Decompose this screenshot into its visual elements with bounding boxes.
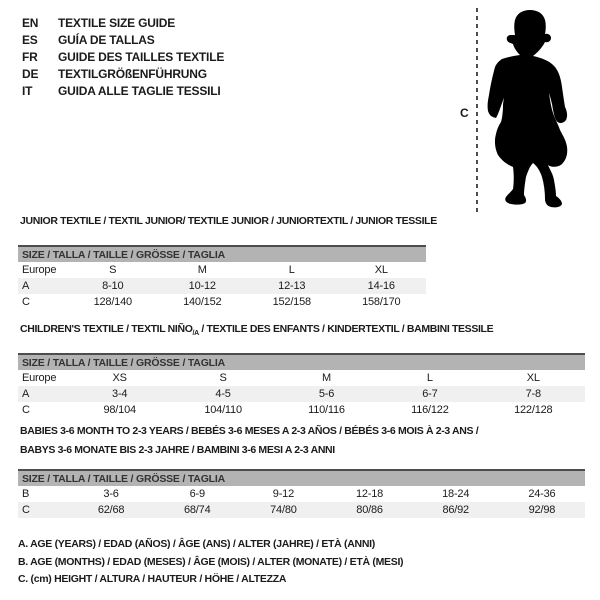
size-cell: S: [109, 264, 117, 277]
language-code: DE: [22, 67, 39, 81]
size-header-bar: SIZE / TALLA / TAILLE / GRÖSSE / TAGLIA: [18, 353, 585, 370]
table-row: [18, 370, 585, 386]
size-cell: 104/110: [204, 404, 242, 417]
language-row: [22, 15, 224, 32]
size-cell: 68/74: [183, 504, 211, 517]
junior-section: [18, 214, 437, 310]
size-cell: 4-5: [215, 388, 231, 401]
footnote-age-years: A. AGE (YEARS) / EDAD (AÑOS) / ÂGE (ANS) / ALTER (JAHRE) / ETÀ (ANNI): [18, 538, 375, 550]
size-cell: 14-16: [367, 280, 395, 293]
row-label: C: [22, 504, 30, 517]
language-title: TEXTILGRÖßENFÜHRUNG: [58, 67, 207, 81]
size-cell: 7-8: [525, 388, 541, 401]
size-cell: 152/158: [272, 296, 311, 309]
size-cell: 6-7: [422, 388, 438, 401]
size-header-bar: SIZE / TALLA / TAILLE / GRÖSSE / TAGLIA: [18, 469, 585, 486]
size-cell: 62/68: [97, 504, 125, 517]
row-label: C: [22, 296, 30, 309]
size-cell: S: [219, 372, 227, 385]
row-label: A: [22, 280, 30, 293]
title-text: BABIES 3-6 MONTH TO 2-3 YEARS / BEBÉS 3-6 MESES A 2-3 AÑOS / BÉBÉS 3-6 MOIS À 2-3 ANS /: [20, 425, 479, 437]
babies-section-title: [18, 424, 585, 443]
title-subscript: /A: [192, 330, 199, 338]
title-text: JUNIOR TEXTILE / TEXTIL JUNIOR/ TEXTILE JUNIOR / JUNIORTEXTIL / JUNIOR TESSILE: [20, 215, 437, 227]
junior-size-table: [18, 262, 426, 310]
table-row: [18, 386, 585, 402]
language-row: [22, 32, 224, 49]
language-row: [22, 66, 224, 83]
title-text: CHILDREN'S TEXTILE / TEXTIL NIÑO: [20, 323, 193, 335]
language-row: [22, 49, 224, 66]
title-text: / TEXTILE DES ENFANTS / KINDERTEXTIL / BAMBINI TESSILE: [198, 323, 494, 335]
size-cell: 80/86: [356, 504, 383, 517]
height-dashed-line-icon: [476, 8, 478, 212]
children-section: [18, 322, 585, 418]
size-cell: 24-36: [528, 488, 556, 501]
language-title: GUIDA ALLE TAGLIE TESSILI: [58, 84, 221, 98]
size-cell: L: [288, 264, 295, 277]
footnote-height-cm: C. (cm) HEIGHT / ALTURA / HAUTEUR / HÖHE / ALTEZZA: [18, 573, 287, 585]
size-cell: 12-13: [278, 280, 306, 293]
table-row: [18, 486, 585, 502]
language-code: IT: [22, 84, 33, 98]
size-cell: 6-9: [189, 488, 205, 501]
size-cell: 3-6: [103, 488, 119, 501]
size-cell: 86/92: [442, 504, 469, 517]
language-title: GUIDE DES TAILLES TEXTILE: [58, 50, 225, 64]
size-cell: 10-12: [188, 280, 216, 293]
row-label: B: [22, 488, 30, 501]
language-title: GUÍA DE TALLAS: [58, 33, 155, 47]
size-cell: XL: [374, 264, 388, 277]
babies-size-table: [18, 486, 585, 518]
table-row: [18, 502, 585, 518]
size-cell: XL: [526, 372, 540, 385]
babies-section: [18, 424, 585, 518]
size-cell: 12-18: [355, 488, 384, 501]
size-cell: 18-24: [442, 488, 470, 501]
size-cell: 74/80: [270, 504, 297, 517]
children-size-table: [18, 370, 585, 418]
size-cell: 140/152: [183, 296, 222, 309]
table-row: [18, 262, 426, 278]
row-label: Europe: [22, 372, 57, 385]
children-section-title: [18, 322, 585, 341]
junior-section-title: [18, 214, 437, 233]
legend-footnotes: [18, 536, 403, 589]
row-label: Europe: [22, 264, 57, 277]
toddler-silhouette-icon: [480, 10, 580, 210]
size-cell: 122/128: [514, 404, 553, 417]
size-header-bar: SIZE / TALLA / TAILLE / GRÖSSE / TAGLIA: [18, 245, 426, 262]
size-cell: 8-10: [102, 280, 124, 293]
language-title: TEXTILE SIZE GUIDE: [58, 16, 176, 30]
size-cell: 116/122: [411, 404, 449, 417]
language-code: FR: [22, 50, 38, 64]
language-code: EN: [22, 16, 39, 30]
footnote-age-months: B. AGE (MONTHS) / EDAD (MESES) / ÂGE (MOIS) / ALTER (MONATE) / ETÀ (MESI): [18, 555, 404, 568]
size-cell: 128/140: [93, 296, 132, 309]
table-row: [18, 402, 585, 418]
table-row: [18, 294, 426, 310]
height-measure-label: C: [460, 106, 469, 120]
size-cell: 92/98: [528, 504, 556, 517]
size-cell: 158/170: [362, 296, 401, 309]
measurement-figure: [440, 0, 600, 215]
size-cell: 98/104: [103, 404, 136, 417]
size-cell: 5-6: [318, 388, 335, 401]
size-cell: M: [197, 264, 207, 277]
size-cell: 110/116: [308, 404, 345, 417]
size-cell: L: [426, 372, 433, 385]
babies-section-title-line2: BABYS 3-6 MONATE BIS 2-3 JAHRE / BAMBINI 3-6 MESI A 2-3 ANNI: [20, 444, 335, 457]
language-header: [22, 15, 224, 100]
row-label: C: [22, 404, 30, 417]
size-cell: 9-12: [272, 488, 294, 501]
row-label: A: [22, 388, 30, 401]
table-row: [18, 278, 426, 294]
size-cell: 3-4: [112, 388, 128, 401]
language-row: [22, 83, 224, 100]
language-code: ES: [22, 33, 38, 47]
size-cell: M: [321, 372, 331, 385]
size-cell: XS: [112, 372, 127, 385]
